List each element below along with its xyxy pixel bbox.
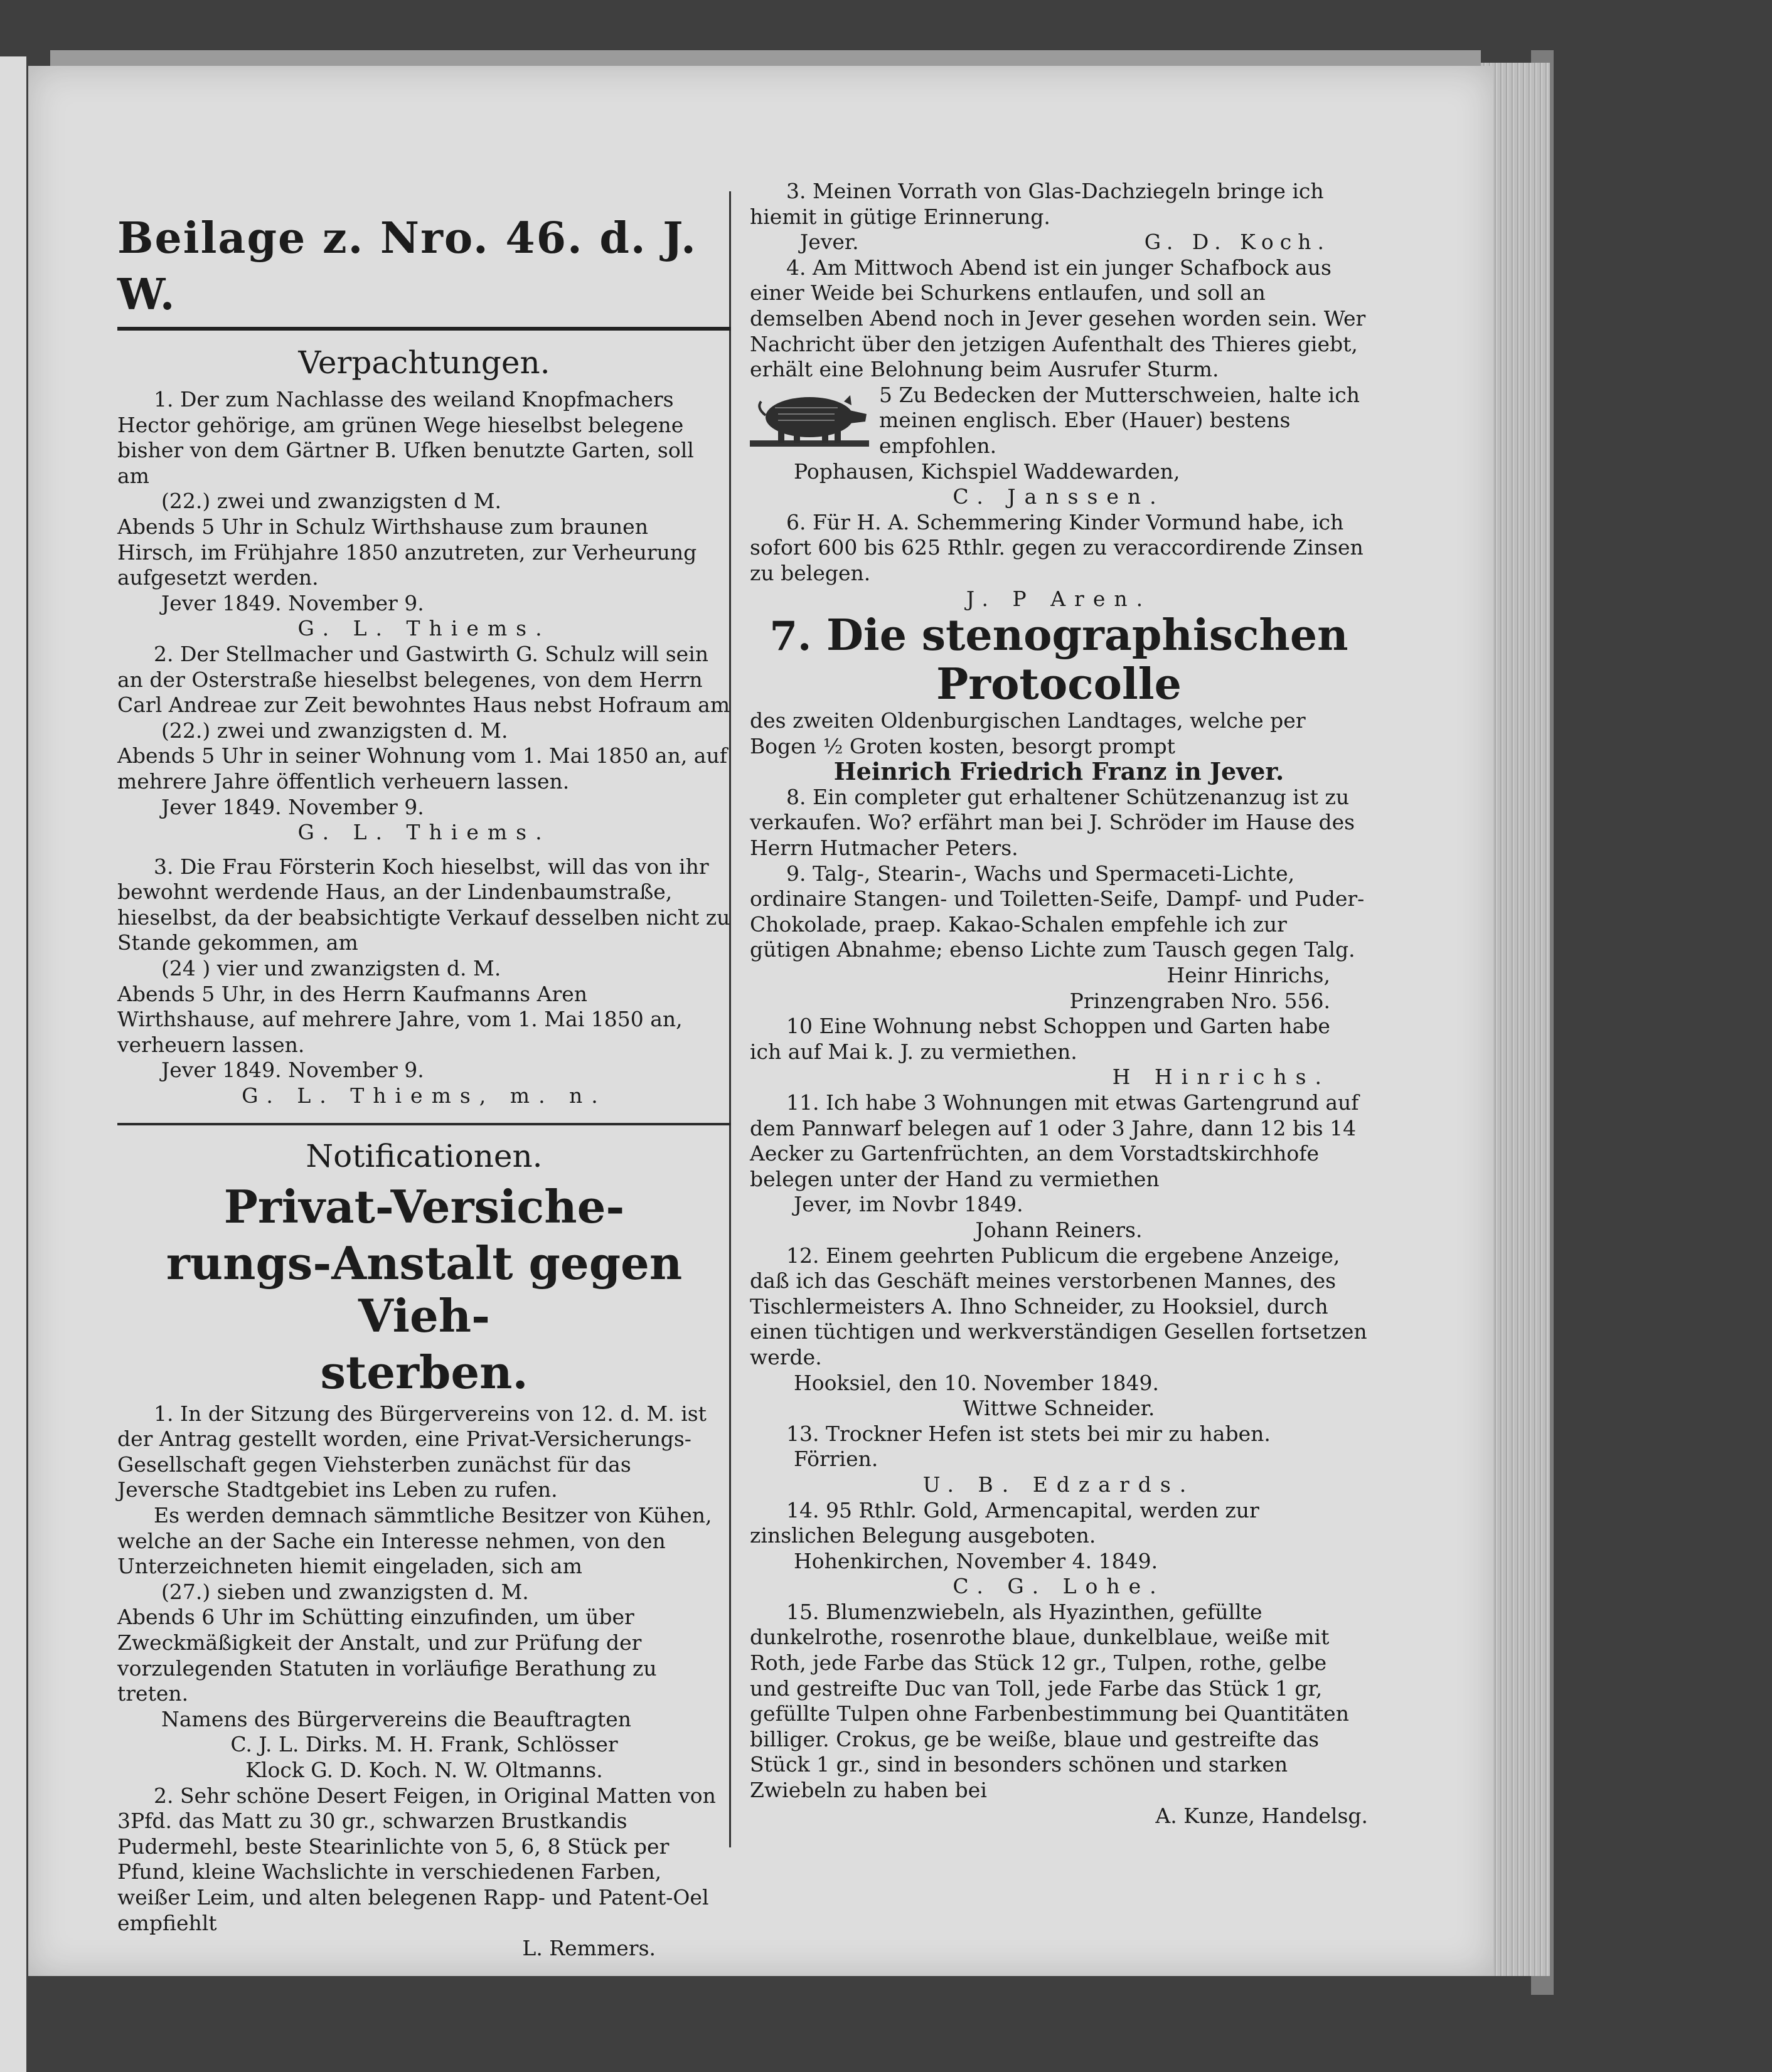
item-text: 1. Der zum Nachlasse des weiland Knopfmachers Hector gehörige, am grünen Wege hieselbst belegene bisher von dem Gärtner B. Ufken benutzte Garten, soll am [117, 387, 694, 488]
notice-7-title-1 [750, 612, 1368, 661]
verpachtungen-heading: Verpachtungen. [298, 344, 550, 381]
notice-12-text: 12. Einem geehrten Publicum die ergebene Anzeige, daß ich das Geschäft meines verstorbenen Mannes, des Tischlermeisters A. Ihno Schneider, zu Hooksiel, durch einen tüchtigen und werkverständigen Gesellen fortsetzen werde. [750, 1243, 1367, 1369]
notice-9-address: Prinzengraben Nro. 556. [1069, 988, 1330, 1013]
notice-14-text: 14. 95 Rthlr. Gold, Armencapital, werden zur zinslichen Belegung ausgeboten. [750, 1497, 1259, 1548]
newspaper-page [28, 66, 1493, 1976]
notice-4-text: 4. Am Mittwoch Abend ist ein junger Schafbock aus einer Weide bei Schurkens entlaufen, und soll an demselben Abend noch in Jever gesehen worden sein. Wer Nachricht über den jetzigen Aufenthalt des Thieres giebt, erhält eine Belohnung beim Ausrufer Sturm. [750, 255, 1366, 382]
masthead: Beilage z. Nro. 46. d. J. W. [117, 210, 731, 331]
boar-illustration [750, 383, 869, 452]
notice-7-title-2: Protocolle [936, 659, 1182, 710]
notice-1-names-1: C. J. L. Dirks. M. H. Frank, Schlösser [230, 1732, 618, 1757]
notice-9-text: 9. Talg-, Stearin-, Wachs und Spermaceti-Lichte, ordinaire Stangen- und Toiletten-Seife, Dampf- und Puder-Chokolade, praep. Kakao-Schalen empfehle ich zur gütigen Abnahme; ebenso Lichte zum Tausch gegen Talg. [750, 861, 1365, 962]
notice-5-place: Pophausen, Kichspiel Waddewarden, [794, 459, 1180, 484]
right-column [750, 179, 1368, 1829]
item-place-date: Jever 1849. November 9. [161, 794, 424, 819]
insurance-title-line-2: rungs-Anstalt gegen Vieh- [166, 1236, 683, 1342]
insurance-title-line-1: Privat-Versiche- [223, 1179, 625, 1233]
item-text: 2. Der Stellmacher und Gastwirth G. Schulz will sein an der Osterstraße hieselbst belegenes, von dem Herrn Carl Andreae zur Zeit bewohntes Haus nebst Hofraum am [117, 641, 730, 718]
notice-11-signature: Johann Reiners. [975, 1217, 1143, 1242]
notice-3-signature: G. D. Koch. [1144, 230, 1330, 255]
item-place-date: Jever 1849. November 9. [161, 1058, 424, 1083]
notice-5-signature: C. Janssen. [953, 484, 1165, 509]
item-text-continued: Abends 5 Uhr, in des Herrn Kaufmanns Aren Wirthshause, auf mehrere Jahre, vom 1. Mai 1850 an, verheuern lassen. [117, 981, 683, 1057]
verpachtung-item-2 [117, 642, 731, 846]
notice-15-signature: A. Kunze, Handelsg. [1155, 1803, 1368, 1828]
item-signature: G. L. Thiems, m. n. [242, 1083, 607, 1108]
notice-7-seller: Heinrich Friedrich Franz in Jever. [833, 757, 1284, 786]
notificationen-heading: Notificationen. [306, 1137, 543, 1174]
notice-3-footer [750, 230, 1368, 255]
item-date-line: (24 ) vier und zwanzigsten d. M. [161, 956, 501, 981]
item-signature: G. L. Thiems. [297, 820, 551, 845]
notice-10-text: 10 Eine Wohnung nebst Schoppen und Garten habe ich auf Mai k. J. zu vermiethen. [750, 1014, 1330, 1064]
item-date-line: (22.) zwei und zwanzigsten d M. [161, 489, 502, 514]
section-divider [117, 1123, 731, 1125]
notice-6-text: 6. Für H. A. Schemmering Kinder Vormund habe, ich sofort 600 bis 625 Rthlr. gegen zu veraccordirende Zinsen zu belegen. [750, 509, 1364, 585]
notice-9-signature: Heinr Hinrichs, [1166, 963, 1330, 988]
notice-15-text: 15. Blumenzwiebeln, als Hyazinthen, gefüllte dunkelrothe, rosenrothe blaue, dunkelblaue, weiße mit Roth, jede Farbe das Stück 12 gr., Tulpen, rothe, gelbe und gestreifte Duc van Toll, jede Farbe das Stück 1 gr, gefüllte Tulpen ohne Farbenbestimmung bei Quantitäten billiger. Crokus, ge be weiße, blaue und gestreifte das Stück 1 gr., sind in besonders schönen und starken Zwiebeln zu haben bei [750, 1599, 1349, 1803]
notice-1-text-3: Abends 6 Uhr im Schütting einzufinden, um über Zweckmäßigkeit der Anstalt, und zur Prüfung der vorzulegenden Statuten in vorläufige Berathung zu treten. [117, 1605, 657, 1706]
notice-1-names-2: Klock G. D. Koch. N. W. Oltmanns. [245, 1757, 603, 1782]
notice-3-place: Jever. [800, 230, 859, 255]
notice-5-block [750, 383, 1368, 459]
item-signature: G. L. Thiems. [297, 616, 551, 641]
notice-3-text: 3. Meinen Vorrath von Glas-Dachziegeln bringe ich hiemit in gütige Erinnerung. [750, 179, 1324, 229]
notice-5-text: 5 Zu Bedecken der Mutterschweien, halte ich meinen englisch. Eber (Hauer) bestens empfohlen. [879, 382, 1360, 458]
notice-11-text: 11. Ich habe 3 Wohnungen mit etwas Gartengrund auf dem Pannwarf belegen auf 1 oder 3 Jahre, dann 12 bis 14 Aecker zu Gartenfrüchten, an dem Vorstadtskirchhofe belegen unter der Hand zu vermiethen [750, 1090, 1359, 1191]
notice-13-signature: U. B. Edzards. [922, 1472, 1195, 1497]
item-date-line: (22.) zwei und zwanzigsten d. M. [161, 718, 508, 743]
notice-13-place: Förrien. [794, 1447, 878, 1472]
notice-1-date: (27.) sieben und zwanzigsten d. M. [161, 1579, 529, 1604]
notice-1-text: 1. In der Sitzung des Bürgervereins von 12. d. M. ist der Antrag gestellt worden, eine Privat-Versicherungs-Gesellschaft gegen Viehsterben zunächst für das Jeversche Stadtgebiet ins Leben zu rufen. [117, 1401, 707, 1502]
notice-2-signature: L. Remmers. [522, 1936, 656, 1961]
notice-7-title-text: Die stenographischen [826, 610, 1348, 661]
notice-10-signature: H Hinrichs. [1112, 1065, 1330, 1090]
notice-13-text: 13. Trockner Hefen ist stets bei mir zu haben. [786, 1421, 1271, 1446]
item-text-continued: Abends 5 Uhr in seiner Wohnung vom 1. Mai 1850 an, auf mehrere Jahre öffentlich verheuern lassen. [117, 743, 727, 794]
item-text: 3. Die Frau Försterin Koch hieselbst, will das von ihr bewohnt werdende Haus, an der Lindenbaumstraße, hieselbst, da der beabsichtigte Verkauf desselben nicht zu Stande gekommen, am [117, 854, 730, 955]
item-text-continued: Abends 5 Uhr in Schulz Wirthshause zum braunen Hirsch, im Frühjahre 1850 anzutreten, zur Verheurung aufgesetzt werden. [117, 514, 697, 590]
notice-14-place: Hohenkirchen, November 4. 1849. [794, 1548, 1158, 1573]
notice-6-signature: J. P Aren. [966, 586, 1152, 611]
left-page-edge [0, 56, 26, 2072]
notice-11-place: Jever, im Novbr 1849. [794, 1192, 1023, 1217]
notice-2-text: 2. Sehr schöne Desert Feigen, in Original Matten von 3Pfd. das Matt zu 30 gr., schwarzen Brustkandis Pudermehl, beste Stearinlichte von 5, 6, 8 Stück per Pfund, kleine Wachslichte in verschiedenen Farben, weißer Leim, und alten belegenen Rapp- und Patent-Oel empfiehlt [117, 1783, 716, 1935]
notice-12-place: Hooksiel, den 10. November 1849. [794, 1370, 1160, 1395]
left-column [117, 173, 731, 1962]
notice-7-text: des zweiten Oldenburgischen Landtages, welche per Bogen ½ Groten kosten, besorgt prompt [750, 708, 1306, 758]
item-place-date: Jever 1849. November 9. [161, 590, 424, 615]
notice-12-signature: Wittwe Schneider. [963, 1396, 1155, 1421]
notice-14-signature: C. G. Lohe. [953, 1574, 1165, 1599]
notice-7-number: 7. [769, 613, 812, 661]
verpachtung-item-1 [117, 387, 731, 642]
verpachtung-item-3 [117, 854, 731, 1109]
notice-1-text-2: Es werden demnach sämmtliche Besitzer von Kühen, welche an der Sache ein Interesse nehmen, von den Unterzeichneten hiemit eingeladen, sich am [117, 1503, 712, 1579]
notice-1-namens: Namens des Bürgervereins die Beauftragten [161, 1706, 632, 1731]
insurance-title-line-3: sterben. [320, 1345, 528, 1399]
notice-8-text: 8. Ein completer gut erhaltener Schützenanzug ist zu verkaufen. Wo? erfährt man bei J. Schröder im Hause des Herrn Hutmacher Peters. [750, 784, 1355, 861]
